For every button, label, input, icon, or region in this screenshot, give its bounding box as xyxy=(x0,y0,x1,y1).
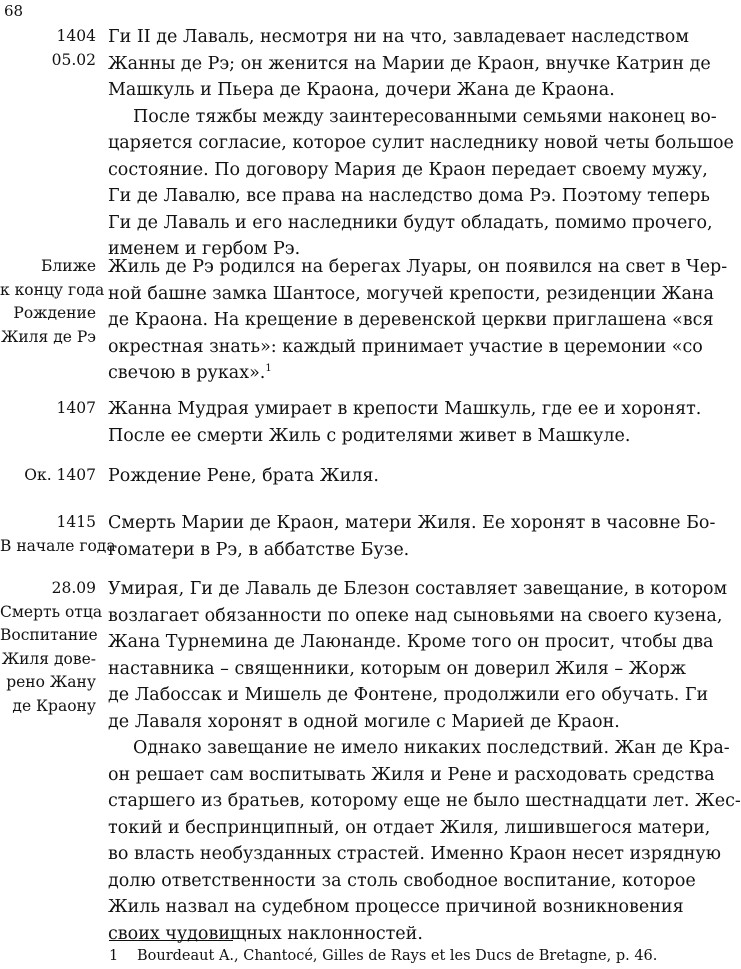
margin-note xyxy=(0,577,103,718)
text-line: После ее смерти Жиль с родителями живет в Машкуле. xyxy=(108,425,631,446)
text-line: После тяжбы между заинтересованными семьями наконец во- xyxy=(133,106,717,127)
margin-line: 28.09 xyxy=(51,579,96,597)
text-line-content: свечою в руках». xyxy=(108,363,266,383)
paragraph xyxy=(108,735,741,947)
footnote xyxy=(109,948,657,965)
paragraph xyxy=(108,463,614,490)
text-line: Жанна Мудрая умирает в крепости Машкуль, где ее и хоронят. xyxy=(108,399,702,419)
margin-note xyxy=(0,255,105,349)
margin-line: 1404 xyxy=(56,27,96,45)
margin-line: Воспитание xyxy=(0,626,98,644)
margin-line: 1407 xyxy=(56,399,96,417)
footnote-number: 1 xyxy=(109,948,119,964)
margin-line: Ближе xyxy=(41,257,96,275)
paragraph xyxy=(108,576,728,735)
margin-line: Жиля де Рэ xyxy=(0,327,96,346)
entry-text xyxy=(108,24,734,263)
text-line: возлагает обязанности по опеке над сыновьями на своего кузена, xyxy=(108,605,723,626)
footnote-text: Bourdeaut A., Chantocé, Gilles de Rays et les Ducs de Bretagne, p. 46. xyxy=(137,948,658,964)
text-line: своих чудовищных наклонностей. xyxy=(108,923,423,944)
text-line: де Лабоссак и Мишель де Фонтене, продолжили его обучать. Ги xyxy=(108,685,709,705)
text-line: Жана Турнемина де Лаюнанде. Кроме того он просит, чтобы два xyxy=(108,632,714,652)
text-line: Ги де Лаваль и его наследники будут обладать, помимо прочего, xyxy=(108,212,713,233)
margin-line: В начале года xyxy=(0,536,116,555)
margin-note xyxy=(0,464,96,488)
paragraph xyxy=(108,254,728,387)
text-line: Рождение Рене, брата Жиля. xyxy=(108,466,379,486)
text-line: старшего из братьев, которому еще не было шестнадцати лет. Жес- xyxy=(108,791,741,811)
text-line: де Лаваля хоронят в одной могиле с Марией де Краон. xyxy=(108,711,620,732)
text-line: Жанны де Рэ; он женится на Марии де Краон, внучке Катрин де xyxy=(108,53,711,74)
text-line: Ги II де Лаваль, несмотря ни на что, завладевает наследством xyxy=(108,27,689,47)
margin-line: Жиля дове- xyxy=(1,649,96,668)
text-line: ной башне замка Шантосе, могучей крепости, резиденции Жана xyxy=(108,283,714,304)
paragraph xyxy=(108,510,716,563)
text-line: Жиль назвал на судебном процессе причиной возникновения xyxy=(108,897,684,917)
entry-text xyxy=(108,463,614,490)
margin-line: 05.02 xyxy=(51,50,96,69)
footnote-ref: 1 xyxy=(265,363,272,375)
paragraph xyxy=(108,396,702,449)
page-number: 68 xyxy=(4,2,24,20)
text-line: царяется согласие, которое сулит наследнику новой четы большое xyxy=(108,133,734,153)
text-line: Жиль де Рэ родился на берегах Луары, он появился на свет в Чер- xyxy=(108,257,728,277)
text-line: состояние. По договору Мария де Краон передает своему мужу, xyxy=(108,159,708,180)
text-line: токий и беспринципный, он отдает Жиля, лишившегося матери, xyxy=(108,817,711,838)
text-line: Однако завещание не имело никаких последствий. Жан де Кра- xyxy=(133,738,730,758)
margin-line: к концу года xyxy=(0,280,105,299)
margin-line: Рождение xyxy=(13,304,96,322)
margin-line: де Краону xyxy=(12,696,96,715)
entry-text xyxy=(108,576,741,947)
text-line: именем и гербом Рэ. xyxy=(108,239,301,259)
entry-text xyxy=(108,510,716,563)
entry-text xyxy=(108,254,728,387)
margin-line: Ок. 1407 xyxy=(24,466,96,484)
margin-line: Смерть отца xyxy=(0,602,103,621)
text-line xyxy=(108,360,614,387)
text-line: Умирая, Ги де Лаваль де Блезон составляет завещание, в котором xyxy=(108,579,728,599)
text-line: наставника – священники, которым он доверил Жиля – Жорж xyxy=(108,658,687,679)
margin-note xyxy=(0,25,96,72)
margin-note xyxy=(0,397,96,421)
paragraph xyxy=(108,24,711,104)
margin-note xyxy=(0,511,116,558)
text-line: гоматери в Рэ, в аббатстве Бузе. xyxy=(108,539,410,560)
text-line: во власть необузданных страстей. Именно Краон несет изрядную xyxy=(108,844,721,864)
text-line: де Краона. На крещение в деревенской церкви приглашена «вся xyxy=(108,310,714,330)
text-line: долю ответственности за столь свободное воспитание, которое xyxy=(108,870,696,891)
text-line: Машкуль и Пьера де Краона, дочери Жана де Краона. xyxy=(108,80,615,100)
paragraph xyxy=(108,104,734,263)
margin-line: рено Жану xyxy=(6,673,96,691)
text-line: окрестная знать»: каждый принимает участие в церемонии «со xyxy=(108,336,703,357)
text-line: Смерть Марии де Краон, матери Жиля. Ее хоронят в часовне Бо- xyxy=(108,513,716,533)
text-line: он решает сам воспитывать Жиля и Рене и расходовать средства xyxy=(108,764,715,785)
footnote-divider xyxy=(109,940,233,941)
entry-text xyxy=(108,396,702,449)
margin-line: 1415 xyxy=(56,513,96,531)
text-line: Ги де Лавалю, все права на наследство дома Рэ. Поэтому теперь xyxy=(108,186,710,206)
